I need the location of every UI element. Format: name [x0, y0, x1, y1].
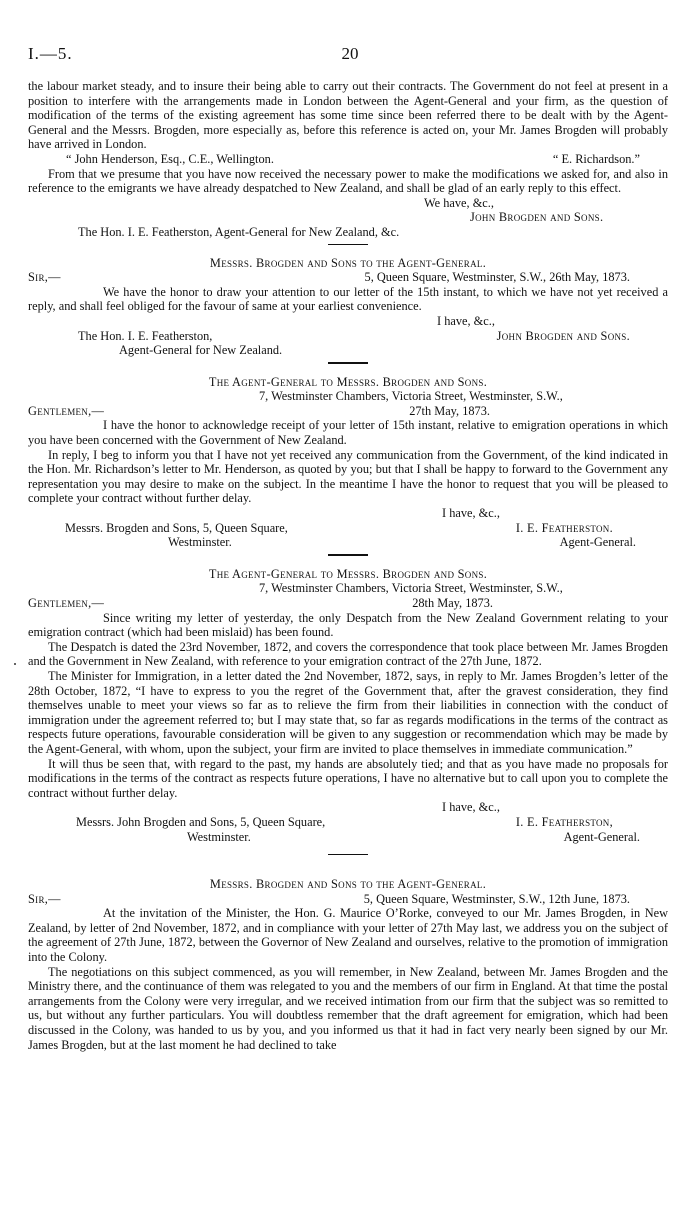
signature: I. E. Featherston.	[515, 520, 613, 535]
spacer	[28, 865, 668, 877]
signoff-row-2	[28, 830, 668, 845]
signature: I. E. Featherston,	[515, 814, 613, 829]
signoff-row	[28, 815, 668, 830]
letter-paragraph: Since writing my letter of yesterday, the only Despatch from the New Zealand Government relating to your emigration contract (which had been mislaid) has been found.	[28, 610, 668, 640]
letter-agent-general-27-may	[28, 375, 668, 550]
section-divider	[328, 362, 368, 364]
sender-address: 5, Queen Square, Westminster, S.W., 26th May, 1873.	[364, 270, 630, 285]
sender-address: 7, Westminster Chambers, Victoria Street, Westminster, S.W.,	[259, 389, 563, 404]
quoted-signature: “ E. Richardson.”	[552, 151, 640, 166]
letter-heading	[28, 256, 668, 271]
letter-date: 28th May, 1873.	[412, 596, 493, 610]
salutation-row	[28, 270, 668, 285]
salutation: Sir,—	[28, 270, 61, 285]
section-divider	[328, 554, 368, 556]
closing: I have, &c.,	[442, 506, 500, 521]
letter-heading-text: Messrs. Brogden and Sons to the Agent-General.	[209, 255, 487, 270]
addressee-title: Agent-General for New Zealand.	[119, 343, 283, 358]
letter-continued	[28, 79, 668, 240]
signoff-row	[28, 521, 668, 536]
salutation-row	[28, 404, 668, 419]
salutation: Gentlemen,—	[28, 596, 105, 610]
letter-paragraph: From that we presume that you have now received the necessary power to make the modifications we asked for, and also in reference to the emigrants we have already despatched to New Zealand, and shall be glad of an early reply to this effect.	[28, 166, 668, 196]
letter-heading	[28, 567, 668, 582]
parliamentary-paper-reference: I.—5.	[28, 44, 73, 63]
section-divider	[328, 854, 368, 855]
signature: John Brogden and Sons.	[470, 210, 604, 225]
sender-address: 5, Queen Square, Westminster, S.W., 12th June, 1873.	[363, 891, 630, 906]
salutation-row	[28, 892, 668, 907]
letter-paragraph: In reply, I beg to inform you that I have not yet received any communication from the Government, of the kind indicated in the Hon. Mr. Richardson’s letter to Mr. Henderson, as quoted by you; but that I shall be happy to forward to the Government any representation you may desire to make on the subject. In the meantime I have the honor to request that you will be pleased to complete your contract without further delay.	[28, 447, 668, 506]
letter-agent-general-28-may	[28, 567, 668, 844]
closing: We have, &c.,	[424, 195, 494, 210]
addressee: The Hon. I. E. Featherston, Agent-General for New Zealand, &c.	[78, 224, 400, 239]
continuation-paragraph: the labour market steady, and to insure their being able to carry out their contracts. The Government do not feel at present in a position to interfere with the arrangements made in London between the Agent-General and your firm, as the question of modification of the terms of the existing agreement has some time since been referred there to be dealt with by the Agent-General and the Messrs. Brogden, more especially as, before this reference is acted on, your Mr. James Brogden will probably have arrived in London.	[28, 79, 668, 152]
signature-title: Agent-General.	[559, 535, 636, 550]
letter-brogden-26-may	[28, 256, 668, 358]
letter-heading-text: Messrs. Brogden and Sons to the Agent-General.	[209, 877, 487, 892]
margin-speck	[14, 663, 16, 665]
closing: I have, &c.,	[442, 800, 500, 815]
letter-paragraph: I have the honor to acknowledge receipt of your letter of 15th instant, relative to emigration operations in which you have been concerned with the Government of New Zealand.	[28, 418, 668, 448]
letter-paragraph: The negotiations on this subject commenced, as you will remember, in New Zealand, between Mr. James Brogden and the Ministry there, and the continuance of them was relegated to you and the members of our firm in England. At that time the postal arrangements from the Colony were very irregular, and we received intimation from our firm that the subject was so remitted to us, but without any further particulars. You will doubtless remember that the draft agreement for emigration, which had been discussed in the Colony, was handed to us by you, and you informed us that it had in fact very nearly been signed by our Mr. James Brogden, but at the last moment he had declined to take	[28, 964, 668, 1052]
letter-paragraph: The Minister for Immigration, in a letter dated the 2nd November, 1872, says, in reply to Mr. James Brogden’s letter of the 28th October, 1872, “I have to express to you the regret of the Government that, after the gravest consideration, they find themselves unable to meet your views so far as to relieve the firm from their liabilities in connection with the conduct of immigration under the agreement referred to; but I may state that, so far as regards modifications in the terms of the contract as respects future operations, favourable consideration will be given to any suggestion or recommendation which may be made by the Agent-General, with whom, upon the subject, your firm are invited to place themselves in immediate communication.”	[28, 668, 668, 756]
letter-brogden-12-june	[28, 877, 668, 1052]
section-divider	[328, 244, 368, 245]
addressee-city: Westminster.	[168, 535, 232, 550]
addressee: Messrs. John Brogden and Sons, 5, Queen Square,	[76, 814, 326, 829]
sender-address: 7, Westminster Chambers, Victoria Street, Westminster, S.W.,	[259, 581, 563, 596]
addressee-city: Westminster.	[187, 829, 251, 844]
page-body	[28, 79, 668, 1052]
letter-heading	[28, 877, 668, 892]
signoff-row-2	[28, 535, 668, 550]
quoted-signoff-row	[28, 152, 668, 167]
letter-paragraph: At the invitation of the Minister, the Hon. G. Maurice O’Rorke, conveyed to our Mr. James Brogden, in New Zealand, by letter of 2nd November, 1872, and in compliance with your letter of 27th May last, we address you on the subject of the agreement of 27th June, 1872, between the Governor of New Zealand and ourselves, relative to the promotion of immigration into the Colony.	[28, 906, 668, 965]
letter-paragraph: It will thus be seen that, with regard to the past, my hands are absolutely tied; and that as you have made no proposals for modifications in the terms of the contract as respects future operations, I have no alternative but to call upon you to complete the contract without further delay.	[28, 756, 668, 800]
salutation-row	[28, 596, 668, 611]
addressee: Messrs. Brogden and Sons, 5, Queen Square,	[65, 520, 288, 535]
letter-paragraph: The Despatch is dated the 23rd November, 1872, and covers the correspondence that took place between Mr. James Brogden and the Government in New Zealand, with reference to your emigration contract of the 27th June, 1872.	[28, 639, 668, 669]
letter-date: 27th May, 1873.	[409, 403, 490, 418]
salutation: Sir,—	[28, 891, 61, 906]
salutation: Gentlemen,—	[28, 403, 105, 418]
signature: John Brogden and Sons.	[496, 328, 630, 343]
page-number: 20	[341, 44, 359, 63]
letter-heading	[28, 375, 668, 390]
quoted-addressee: “ John Henderson, Esq., C.E., Wellington.	[66, 151, 274, 166]
closing: I have, &c.,	[437, 313, 495, 328]
addressee: The Hon. I. E. Featherston,	[78, 328, 213, 343]
signoff-row	[28, 329, 668, 344]
letter-paragraph: We have the honor to draw your attention to our letter of the 15th instant, to which we have not yet received a reply, and shall feel obliged for the favour of same at your earliest convenience.	[28, 284, 668, 314]
signature-title: Agent-General.	[563, 829, 640, 844]
letter-heading-text: The Agent-General to Messrs. Brogden and Sons.	[208, 566, 488, 581]
letter-heading-text: The Agent-General to Messrs. Brogden and Sons.	[208, 374, 488, 389]
